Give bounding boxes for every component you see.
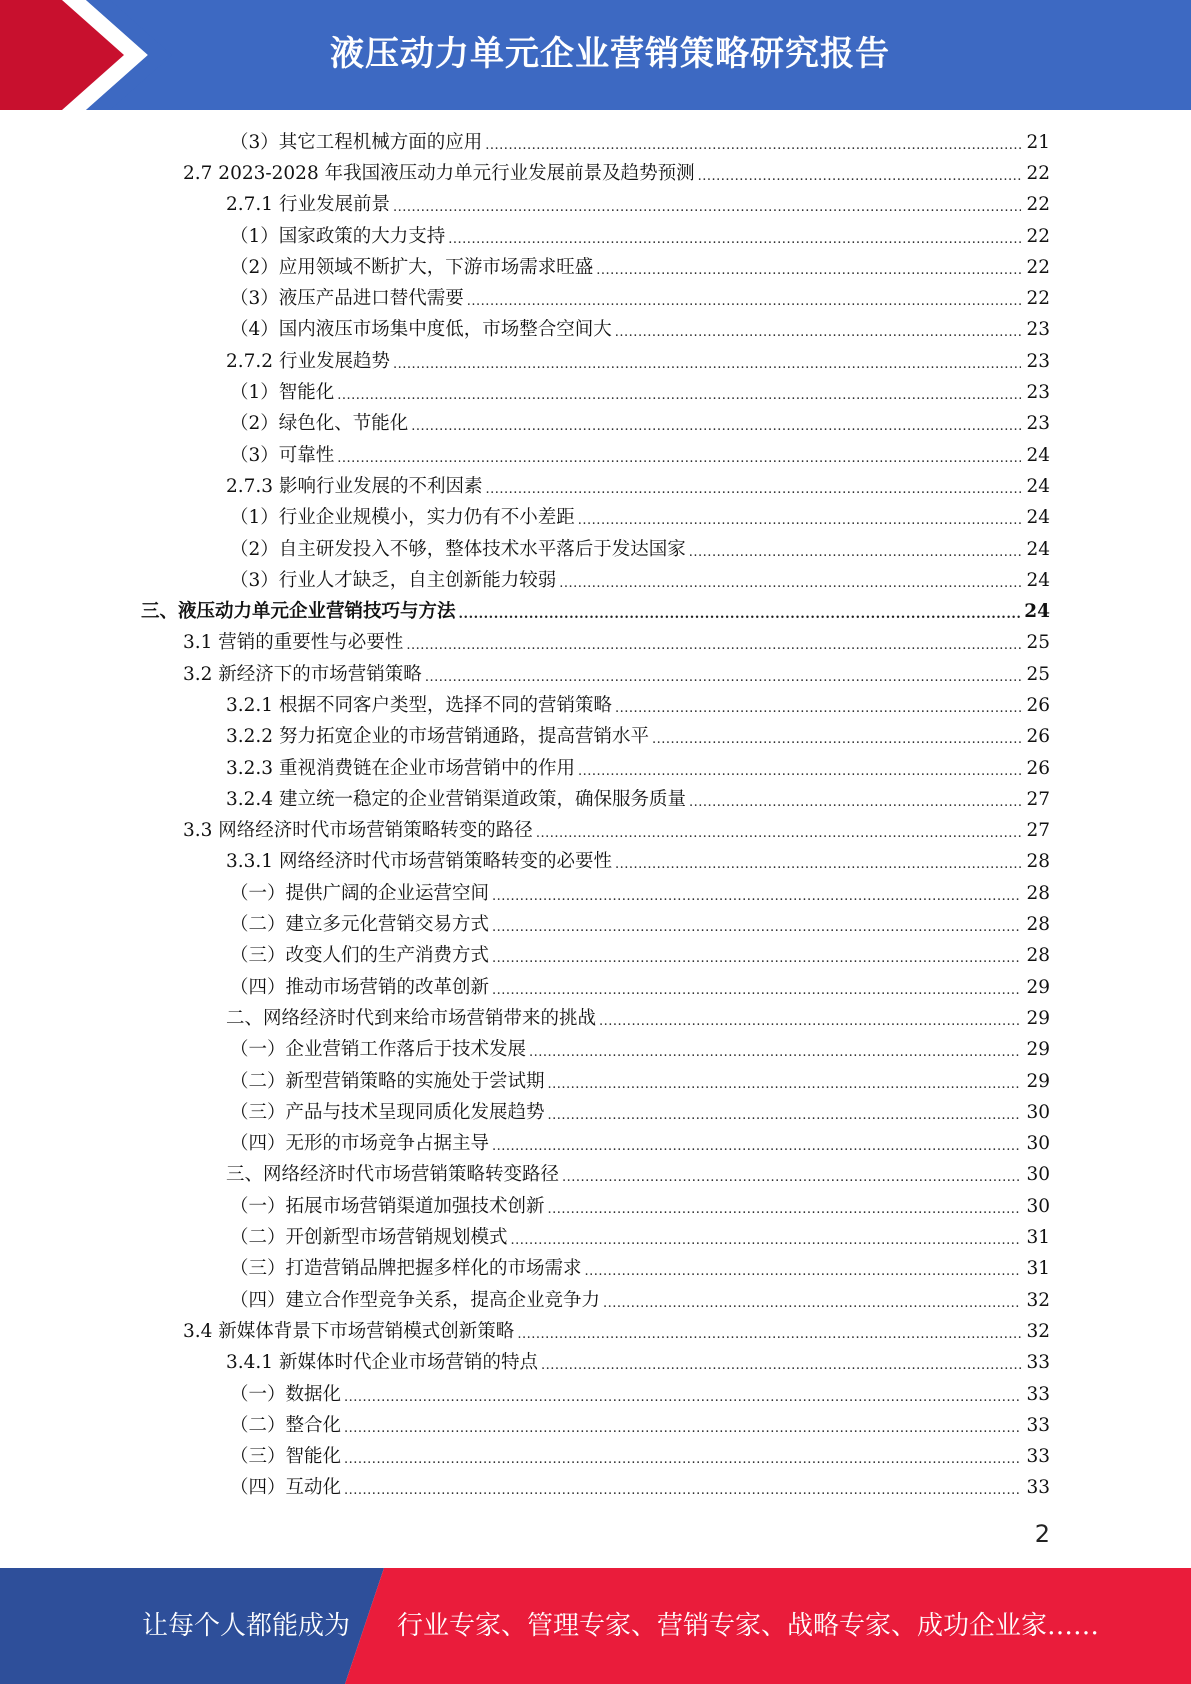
toc-leader-dots xyxy=(536,822,1021,846)
toc-leader-dots xyxy=(615,697,1021,721)
toc-entry-title: （一）提供广阔的企业运营空间 xyxy=(230,882,490,904)
toc-leader-dots xyxy=(585,1260,1021,1284)
toc-entry-title: （4）国内液压市场集中度低，市场整合空间大 xyxy=(230,319,612,341)
toc-entry-title: （二）新型营销策略的实施处于尝试期 xyxy=(230,1070,545,1092)
toc-entry[interactable] xyxy=(0,1410,1191,1441)
toc-entry[interactable] xyxy=(0,1379,1191,1410)
toc-entry-page: 32 xyxy=(1026,1320,1050,1342)
toc-entry-page: 33 xyxy=(1026,1477,1050,1499)
toc-leader-dots xyxy=(698,165,1021,189)
toc-entry-page: 23 xyxy=(1026,319,1050,341)
toc-entry-title: （3）行业人才缺乏，自主创新能力较弱 xyxy=(230,569,557,591)
toc-entry-title: （1）行业企业规模小，实力仍有不小差距 xyxy=(230,507,575,529)
toc-entry-title: （2）绿色化、节能化 xyxy=(230,413,409,435)
toc-leader-dots xyxy=(344,1448,1021,1472)
toc-entry[interactable] xyxy=(0,377,1191,408)
toc-entry-title: 3.2 新经济下的市场营销策略 xyxy=(183,663,422,685)
toc-entry[interactable] xyxy=(0,659,1191,690)
toc-entry-title: 3.2.3 重视消费链在企业市场营销中的作用 xyxy=(226,757,575,779)
toc-entry[interactable] xyxy=(0,503,1191,534)
toc-entry-title: 2.7.1 行业发展前景 xyxy=(226,194,390,216)
toc-entry-title: （一）拓展市场营销渠道加强技术创新 xyxy=(230,1195,545,1217)
toc-entry-page: 24 xyxy=(1026,569,1050,591)
toc-entry-page: 29 xyxy=(1026,1007,1050,1029)
toc-entry[interactable] xyxy=(0,1316,1191,1347)
toc-leader-dots xyxy=(615,853,1021,877)
toc-leader-dots xyxy=(337,447,1021,471)
toc-entry-page: 30 xyxy=(1026,1133,1050,1155)
toc-entry[interactable] xyxy=(0,1222,1191,1253)
toc-leader-dots xyxy=(652,728,1021,752)
toc-entry[interactable] xyxy=(0,596,1191,627)
toc-entry-page: 31 xyxy=(1026,1227,1050,1249)
toc-entry-page: 23 xyxy=(1026,350,1050,372)
toc-entry-page: 22 xyxy=(1026,288,1050,310)
toc-entry-title: （四）推动市场营销的改革创新 xyxy=(230,976,490,998)
toc-leader-dots xyxy=(492,947,1021,971)
toc-entry[interactable] xyxy=(0,565,1191,596)
toc-leader-dots xyxy=(578,760,1021,784)
toc-leader-dots xyxy=(615,321,1021,345)
toc-entry-page: 27 xyxy=(1026,820,1050,842)
toc-entry-title: 2.7.2 行业发展趋势 xyxy=(226,350,390,372)
toc-entry-title: 三、网络经济时代市场营销策略转变路径 xyxy=(226,1164,560,1186)
toc-leader-dots xyxy=(529,1041,1021,1065)
page-header xyxy=(0,0,1191,110)
toc-entry-page: 30 xyxy=(1026,1164,1050,1186)
toc-entry[interactable] xyxy=(0,1441,1191,1472)
toc-entry-page: 26 xyxy=(1026,757,1050,779)
toc-leader-dots xyxy=(411,415,1021,439)
toc-leader-dots xyxy=(337,384,1021,408)
toc-entry[interactable] xyxy=(0,628,1191,659)
toc-entry[interactable] xyxy=(0,784,1191,815)
toc-entry-page: 29 xyxy=(1026,1070,1050,1092)
toc-leader-dots xyxy=(344,1417,1021,1441)
toc-entry[interactable] xyxy=(0,941,1191,972)
toc-entry-title: （3）可靠性 xyxy=(230,444,335,466)
toc-entry-title: 3.4.1 新媒体时代企业市场营销的特点 xyxy=(226,1352,538,1374)
toc-entry[interactable] xyxy=(0,753,1191,784)
toc-leader-dots xyxy=(599,1010,1021,1034)
toc-entry[interactable] xyxy=(0,283,1191,314)
page-number: 2 xyxy=(1034,1520,1050,1548)
toc-leader-dots xyxy=(603,1292,1021,1316)
toc-entry-title: （三）产品与技术呈现同质化发展趋势 xyxy=(230,1101,545,1123)
toc-leader-dots xyxy=(596,259,1021,283)
toc-entry-title: （四）互动化 xyxy=(230,1477,342,1499)
toc-leader-dots xyxy=(689,541,1021,565)
toc-entry[interactable] xyxy=(0,816,1191,847)
toc-leader-dots xyxy=(492,1135,1021,1159)
toc-entry-title: （二）开创新型市场营销规划模式 xyxy=(230,1227,508,1249)
toc-entry-page: 28 xyxy=(1026,851,1050,873)
toc-entry-title: （2）自主研发投入不够，整体技术水平落后于发达国家 xyxy=(230,538,686,560)
toc-leader-dots xyxy=(511,1229,1021,1253)
toc-entry-title: （二）整合化 xyxy=(230,1414,342,1436)
toc-leader-dots xyxy=(548,1104,1021,1128)
toc-entry-title: （一）数据化 xyxy=(230,1383,342,1405)
toc-leader-dots xyxy=(459,603,1021,627)
toc-entry-title: （3）其它工程机械方面的应用 xyxy=(230,131,483,153)
toc-entry-page: 33 xyxy=(1026,1383,1050,1405)
toc-entry-title: 3.2.2 努力拓宽企业的市场营销通路，提高营销水平 xyxy=(226,726,649,748)
toc-entry[interactable] xyxy=(0,440,1191,471)
toc-leader-dots xyxy=(562,1166,1021,1190)
toc-entry-title: 3.3.1 网络经济时代市场营销策略转变的必要性 xyxy=(226,851,612,873)
toc-leader-dots xyxy=(425,666,1021,690)
toc-entry[interactable] xyxy=(0,1066,1191,1097)
toc-entry-title: （2）应用领域不断扩大，下游市场需求旺盛 xyxy=(230,256,594,278)
toc-entry-page: 26 xyxy=(1026,694,1050,716)
toc-entry-page: 27 xyxy=(1026,788,1050,810)
toc-entry-title: （3）液压产品进口替代需要 xyxy=(230,288,464,310)
toc-entry-page: 25 xyxy=(1026,663,1050,685)
toc-entry[interactable] xyxy=(0,1285,1191,1316)
toc-leader-dots xyxy=(548,1198,1021,1222)
toc-entry-title: 三、液压动力单元企业营销技巧与方法 xyxy=(141,601,456,623)
toc-entry-page: 24 xyxy=(1024,601,1050,623)
toc-entry[interactable] xyxy=(0,534,1191,565)
toc-entry-page: 23 xyxy=(1026,413,1050,435)
toc-entry-page: 30 xyxy=(1026,1101,1050,1123)
toc-entry-page: 22 xyxy=(1026,256,1050,278)
toc-entry-page: 28 xyxy=(1026,882,1050,904)
toc-leader-dots xyxy=(492,885,1021,909)
toc-leader-dots xyxy=(448,228,1021,252)
toc-leader-dots xyxy=(541,1354,1021,1378)
toc-entry-title: 3.3 网络经济时代市场营销策略转变的路径 xyxy=(183,820,533,842)
toc-entry[interactable] xyxy=(0,346,1191,377)
toc-entry-page: 29 xyxy=(1026,1039,1050,1061)
toc-entry-page: 31 xyxy=(1026,1258,1050,1280)
report-title: 液压动力单元企业营销策略研究报告 xyxy=(330,34,890,74)
toc-leader-dots xyxy=(578,509,1021,533)
toc-entry-title: 3.4 新媒体背景下市场营销模式创新策略 xyxy=(183,1320,515,1342)
toc-entry-page: 28 xyxy=(1026,945,1050,967)
toc-entry[interactable] xyxy=(0,1160,1191,1191)
toc-leader-dots xyxy=(548,1073,1021,1097)
toc-entry-page: 22 xyxy=(1026,162,1050,184)
toc-entry-page: 24 xyxy=(1026,475,1050,497)
toc-entry-page: 23 xyxy=(1026,382,1050,404)
toc-entry-title: 3.2.1 根据不同客户类型，选择不同的营销策略 xyxy=(226,694,612,716)
toc-entry-page: 24 xyxy=(1026,538,1050,560)
toc-entry-page: 22 xyxy=(1026,194,1050,216)
toc-entry-title: （三）改变人们的生产消费方式 xyxy=(230,945,490,967)
page-footer xyxy=(0,1568,1191,1684)
toc-entry-title: 3.1 营销的重要性与必要性 xyxy=(183,632,404,654)
toc-entry[interactable] xyxy=(0,847,1191,878)
toc-entry-page: 24 xyxy=(1026,507,1050,529)
toc-entry[interactable] xyxy=(0,190,1191,221)
toc-entry[interactable] xyxy=(0,471,1191,502)
toc-entry-page: 33 xyxy=(1026,1352,1050,1374)
toc-entry[interactable] xyxy=(0,909,1191,940)
toc-entry[interactable] xyxy=(0,1191,1191,1222)
toc-entry-page: 33 xyxy=(1026,1414,1050,1436)
toc-leader-dots xyxy=(517,1323,1021,1347)
toc-entry[interactable] xyxy=(0,1003,1191,1034)
toc-entry[interactable] xyxy=(0,252,1191,283)
toc-entry-title: （一）企业营销工作落后于技术发展 xyxy=(230,1039,527,1061)
toc-entry[interactable] xyxy=(0,878,1191,909)
toc-leader-dots xyxy=(492,916,1021,940)
toc-entry-title: （四）无形的市场竞争占据主导 xyxy=(230,1133,490,1155)
table-of-contents xyxy=(0,127,1191,1504)
toc-entry-page: 25 xyxy=(1026,632,1050,654)
toc-leader-dots xyxy=(492,979,1021,1003)
toc-entry-page: 24 xyxy=(1026,444,1050,466)
toc-entry-page: 22 xyxy=(1026,225,1050,247)
toc-entry-page: 32 xyxy=(1026,1289,1050,1311)
toc-leader-dots xyxy=(485,478,1021,502)
toc-entry-title: 二、网络经济时代到来给市场营销带来的挑战 xyxy=(226,1007,597,1029)
toc-entry[interactable] xyxy=(0,409,1191,440)
toc-leader-dots xyxy=(393,196,1021,220)
toc-leader-dots xyxy=(485,134,1021,158)
footer-slogan-right: 行业专家、管理专家、营销专家、战略专家、成功企业家…… xyxy=(397,1611,1100,1641)
footer-slogan-left: 让每个人都能成为 xyxy=(142,1611,351,1641)
toc-entry[interactable] xyxy=(0,722,1191,753)
toc-entry-title: （二）建立多元化营销交易方式 xyxy=(230,914,490,936)
toc-entry-page: 21 xyxy=(1026,131,1050,153)
toc-entry-page: 30 xyxy=(1026,1195,1050,1217)
toc-entry[interactable] xyxy=(0,1097,1191,1128)
toc-entry[interactable] xyxy=(0,1129,1191,1160)
toc-leader-dots xyxy=(689,791,1021,815)
toc-leader-dots xyxy=(467,290,1021,314)
toc-entry-page: 26 xyxy=(1026,726,1050,748)
toc-entry[interactable] xyxy=(0,158,1191,189)
toc-entry-page: 33 xyxy=(1026,1446,1050,1468)
toc-entry-page: 29 xyxy=(1026,976,1050,998)
toc-entry-title: （1）国家政策的大力支持 xyxy=(230,225,446,247)
toc-entry-title: （四）建立合作型竞争关系，提高企业竞争力 xyxy=(230,1289,601,1311)
toc-entry-title: （三）打造营销品牌把握多样化的市场需求 xyxy=(230,1258,582,1280)
toc-entry[interactable] xyxy=(0,221,1191,252)
toc-entry-title: （三）智能化 xyxy=(230,1446,342,1468)
toc-leader-dots xyxy=(344,1479,1021,1503)
toc-leader-dots xyxy=(393,353,1021,377)
toc-entry-page: 28 xyxy=(1026,914,1050,936)
toc-entry[interactable] xyxy=(0,1254,1191,1285)
toc-entry-title: 3.2.4 建立统一稳定的企业营销渠道政策，确保服务质量 xyxy=(226,788,686,810)
toc-entry[interactable] xyxy=(0,1473,1191,1504)
toc-entry[interactable] xyxy=(0,972,1191,1003)
toc-entry[interactable] xyxy=(0,127,1191,158)
toc-leader-dots xyxy=(344,1386,1021,1410)
toc-leader-dots xyxy=(406,634,1021,658)
toc-entry-title: 2.7.3 影响行业发展的不利因素 xyxy=(226,475,483,497)
toc-entry-title: （1）智能化 xyxy=(230,382,335,404)
toc-entry-title: 2.7 2023-2028 年我国液压动力单元行业发展前景及趋势预测 xyxy=(183,162,695,184)
toc-entry[interactable] xyxy=(0,690,1191,721)
toc-entry[interactable] xyxy=(0,315,1191,346)
toc-leader-dots xyxy=(559,572,1021,596)
toc-entry[interactable] xyxy=(0,1348,1191,1379)
toc-entry[interactable] xyxy=(0,1035,1191,1066)
